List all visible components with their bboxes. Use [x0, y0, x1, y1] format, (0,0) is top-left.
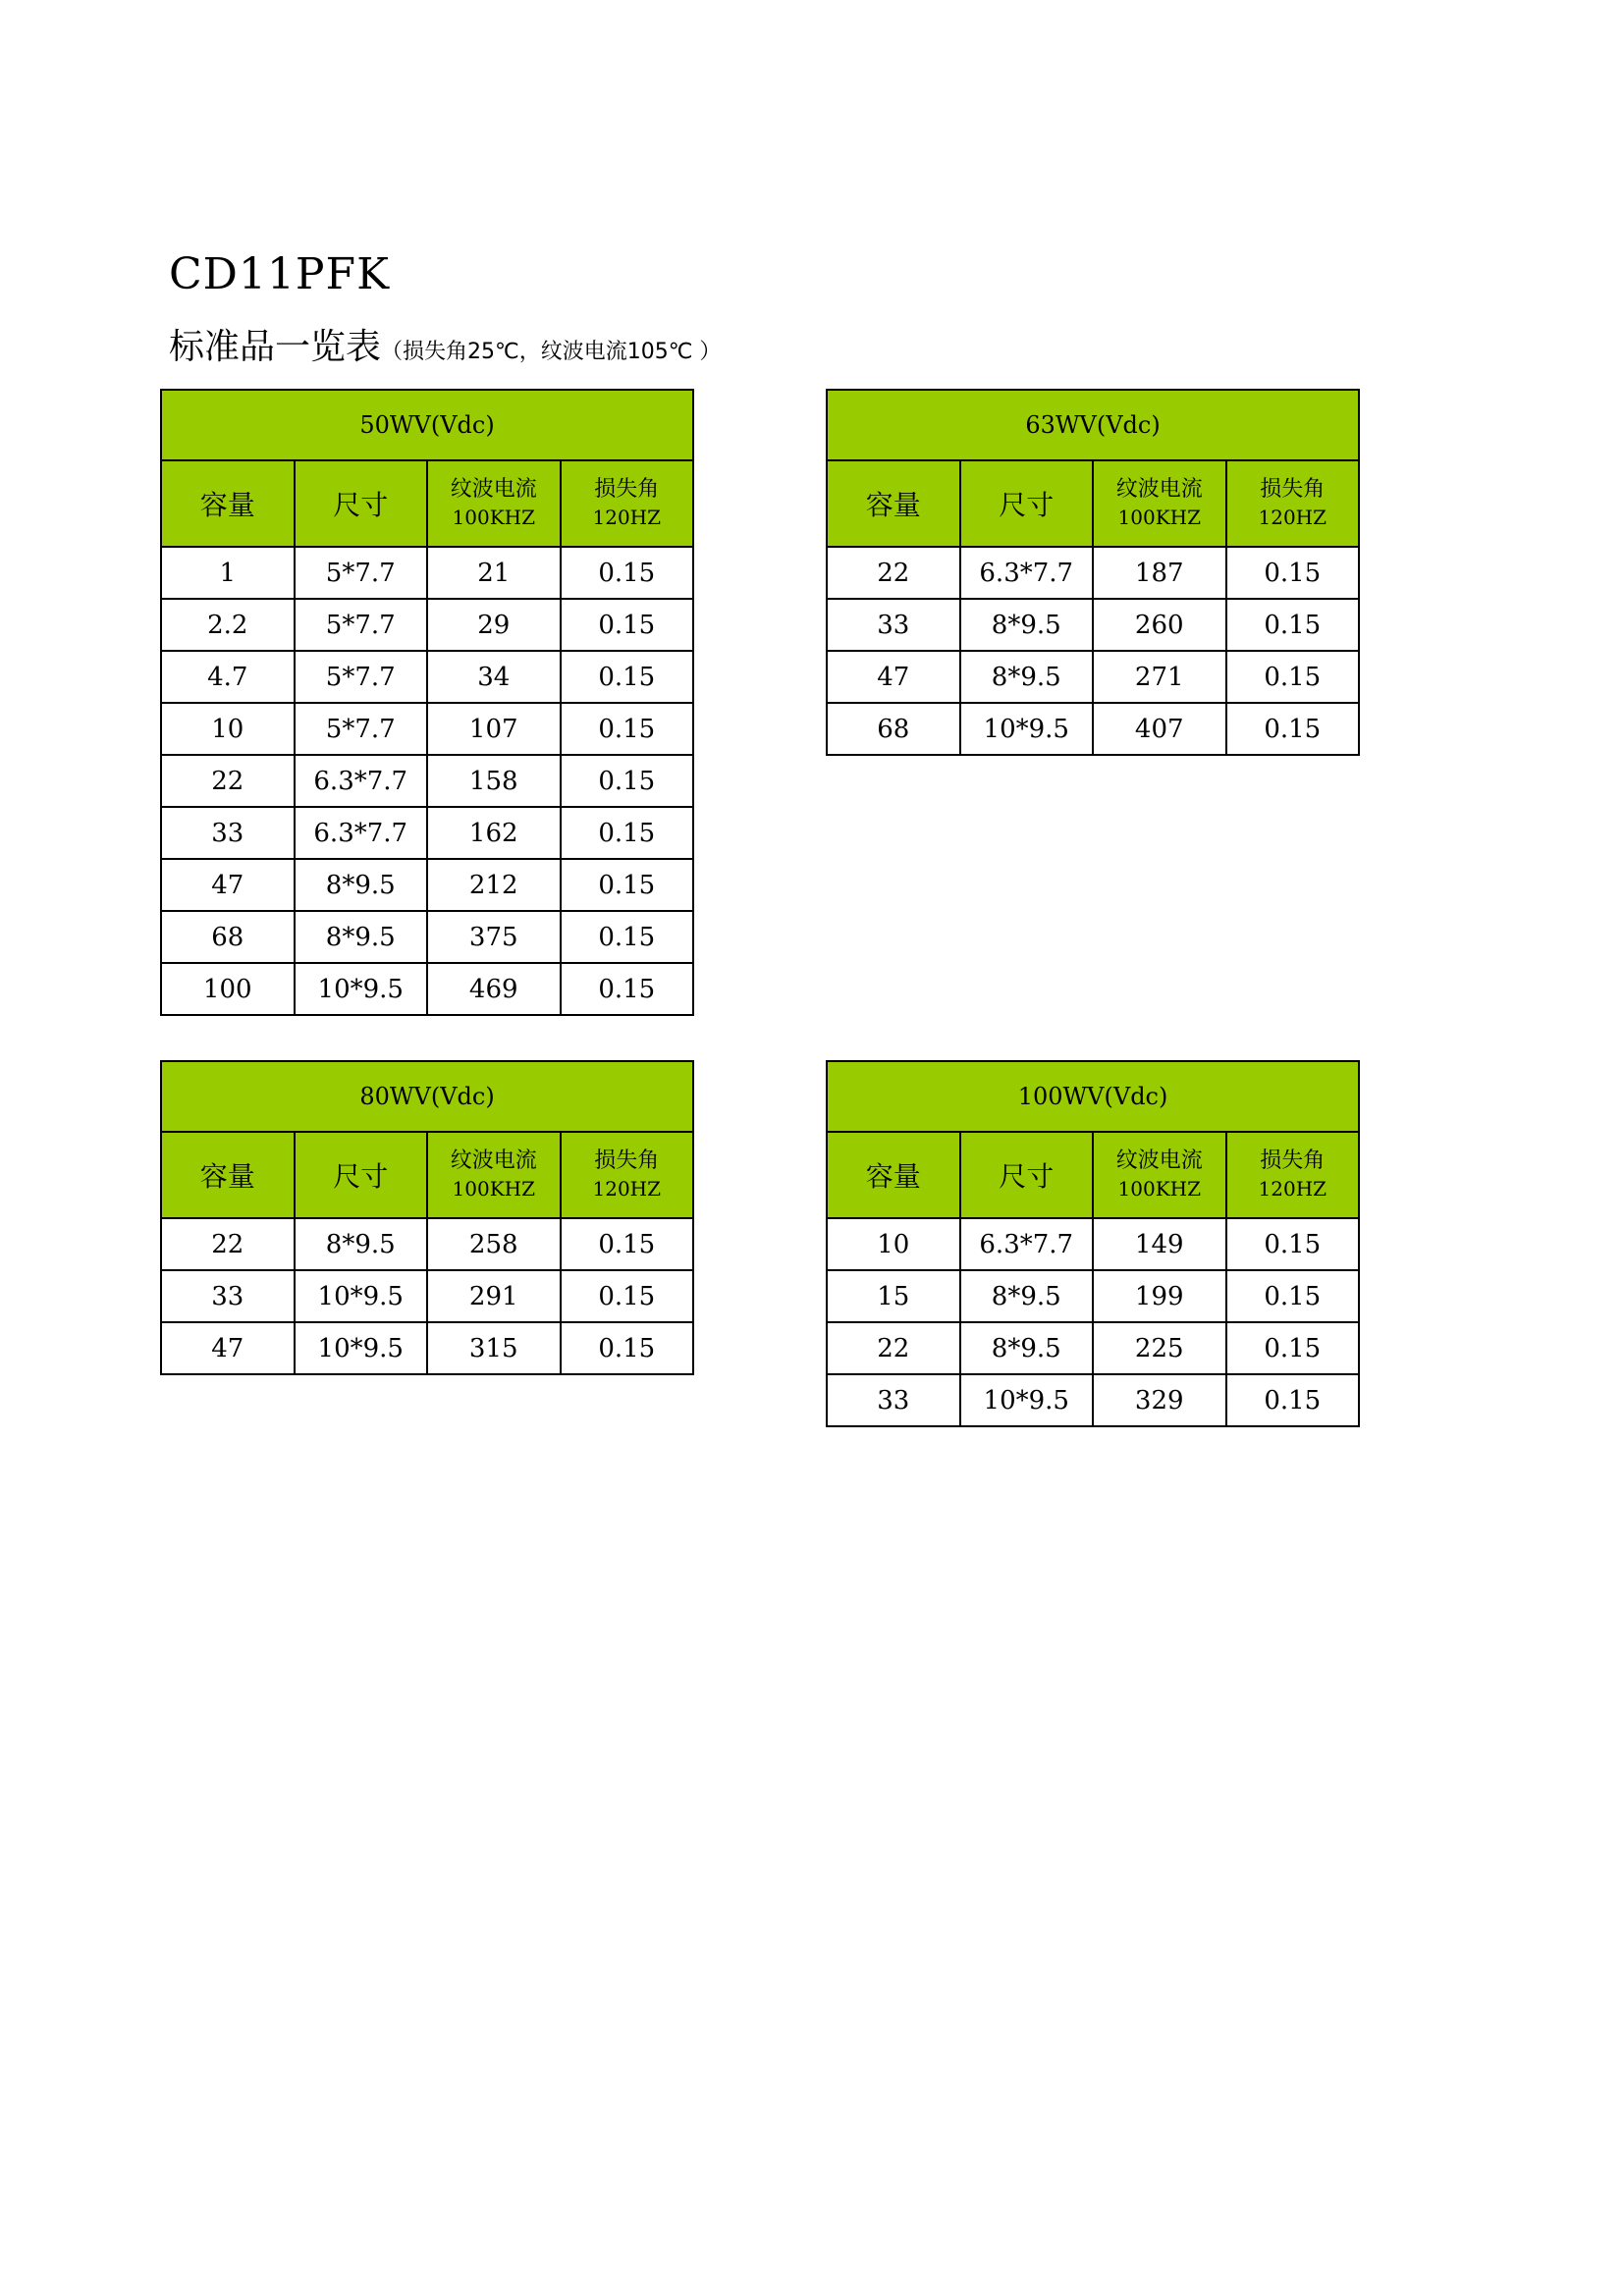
cell-ripple: 271	[1093, 651, 1226, 703]
cell-loss: 0.15	[561, 1322, 694, 1374]
ripple-unit: 100KHZ	[452, 506, 535, 529]
table-row	[161, 859, 693, 911]
page-subtitle	[169, 324, 721, 376]
cell-size: 10*9.5	[295, 1270, 428, 1322]
cell-ripple: 225	[1093, 1322, 1226, 1374]
cell-ripple: 375	[427, 911, 561, 963]
ripple-label: 纹波电流	[1115, 1148, 1203, 1173]
cell-ripple: 21	[427, 547, 561, 599]
subtitle-note: （损失角25℃，纹波电流105℃ ）	[381, 340, 722, 364]
cell-loss: 0.15	[1226, 651, 1360, 703]
cell-loss: 0.15	[561, 755, 694, 807]
column-header-capacity: 容量	[161, 460, 295, 547]
cell-capacity: 100	[161, 963, 295, 1015]
column-header-ripple	[427, 460, 561, 547]
cell-loss: 0.15	[561, 859, 694, 911]
cell-ripple: 469	[427, 963, 561, 1015]
cell-loss: 0.15	[561, 807, 694, 859]
cell-size: 8*9.5	[295, 911, 428, 963]
cell-loss: 0.15	[561, 1218, 694, 1270]
cell-ripple: 258	[427, 1218, 561, 1270]
table-row	[827, 1218, 1359, 1270]
cell-capacity: 15	[827, 1270, 960, 1322]
table-row	[161, 651, 693, 703]
cell-size: 5*7.7	[295, 703, 428, 755]
cell-size: 6.3*7.7	[295, 755, 428, 807]
table-row	[161, 807, 693, 859]
column-header-size: 尺寸	[960, 460, 1094, 547]
table-row	[161, 963, 693, 1015]
table-row	[161, 1322, 693, 1374]
cell-capacity: 33	[161, 807, 295, 859]
column-header-capacity: 容量	[827, 460, 960, 547]
spec-table-100wv	[826, 1060, 1360, 1427]
cell-capacity: 68	[827, 703, 960, 755]
cell-ripple: 107	[427, 703, 561, 755]
cell-loss: 0.15	[1226, 1218, 1360, 1270]
voltage-header: 80WV(Vdc)	[161, 1061, 693, 1132]
cell-ripple: 158	[427, 755, 561, 807]
column-header-capacity: 容量	[161, 1132, 295, 1218]
cell-loss: 0.15	[561, 911, 694, 963]
cell-capacity: 33	[161, 1270, 295, 1322]
cell-size: 6.3*7.7	[960, 1218, 1094, 1270]
cell-size: 10*9.5	[295, 1322, 428, 1374]
page-title: CD11PFK	[169, 249, 390, 299]
column-header-size: 尺寸	[295, 1132, 428, 1218]
table-row	[827, 1322, 1359, 1374]
voltage-header: 63WV(Vdc)	[827, 390, 1359, 460]
cell-ripple: 315	[427, 1322, 561, 1374]
cell-capacity: 47	[827, 651, 960, 703]
cell-loss: 0.15	[1226, 1374, 1360, 1426]
spec-table-63wv	[826, 389, 1360, 756]
loss-label: 损失角	[594, 477, 660, 502]
table-row	[827, 1270, 1359, 1322]
table-row	[827, 547, 1359, 599]
cell-size: 6.3*7.7	[960, 547, 1094, 599]
cell-loss: 0.15	[561, 547, 694, 599]
cell-size: 10*9.5	[960, 1374, 1094, 1426]
cell-ripple: 329	[1093, 1374, 1226, 1426]
cell-loss: 0.15	[1226, 547, 1360, 599]
cell-ripple: 34	[427, 651, 561, 703]
spec-table-50wv	[160, 389, 694, 1016]
cell-capacity: 10	[161, 703, 295, 755]
cell-capacity: 68	[161, 911, 295, 963]
column-header-loss	[1226, 1132, 1360, 1218]
cell-loss: 0.15	[561, 599, 694, 651]
table-row	[161, 599, 693, 651]
cell-capacity: 47	[161, 1322, 295, 1374]
table-row	[827, 703, 1359, 755]
table-row	[161, 1218, 693, 1270]
cell-size: 8*9.5	[960, 1270, 1094, 1322]
column-header-size: 尺寸	[295, 460, 428, 547]
table-body	[161, 547, 693, 1015]
cell-capacity: 22	[827, 1322, 960, 1374]
table-row	[827, 599, 1359, 651]
loss-unit: 120HZ	[1258, 506, 1327, 529]
cell-ripple: 212	[427, 859, 561, 911]
column-header-ripple	[1093, 460, 1226, 547]
cell-ripple: 199	[1093, 1270, 1226, 1322]
cell-size: 8*9.5	[960, 1322, 1094, 1374]
table-row	[161, 911, 693, 963]
cell-loss: 0.15	[561, 703, 694, 755]
table-body	[161, 1218, 693, 1374]
cell-ripple: 291	[427, 1270, 561, 1322]
loss-label: 损失角	[1260, 477, 1326, 502]
table-row	[161, 703, 693, 755]
cell-capacity: 22	[161, 755, 295, 807]
column-header-loss	[561, 1132, 694, 1218]
voltage-header: 50WV(Vdc)	[161, 390, 693, 460]
cell-loss: 0.15	[1226, 1322, 1360, 1374]
loss-label: 损失角	[1260, 1148, 1326, 1173]
cell-size: 5*7.7	[295, 599, 428, 651]
loss-unit: 120HZ	[1258, 1177, 1327, 1201]
column-header-ripple	[1093, 1132, 1226, 1218]
cell-ripple: 162	[427, 807, 561, 859]
loss-label: 损失角	[594, 1148, 660, 1173]
cell-loss: 0.15	[561, 651, 694, 703]
cell-size: 6.3*7.7	[295, 807, 428, 859]
cell-size: 8*9.5	[295, 859, 428, 911]
ripple-label: 纹波电流	[450, 477, 537, 502]
cell-loss: 0.15	[561, 1270, 694, 1322]
table-row	[161, 755, 693, 807]
cell-ripple: 260	[1093, 599, 1226, 651]
table-row	[827, 651, 1359, 703]
column-header-size: 尺寸	[960, 1132, 1094, 1218]
column-header-capacity: 容量	[827, 1132, 960, 1218]
table-row	[161, 547, 693, 599]
cell-capacity: 33	[827, 599, 960, 651]
cell-capacity: 10	[827, 1218, 960, 1270]
cell-capacity: 1	[161, 547, 295, 599]
cell-ripple: 29	[427, 599, 561, 651]
cell-loss: 0.15	[1226, 1270, 1360, 1322]
cell-capacity: 22	[161, 1218, 295, 1270]
column-header-loss	[561, 460, 694, 547]
cell-size: 10*9.5	[960, 703, 1094, 755]
cell-capacity: 4.7	[161, 651, 295, 703]
cell-size: 5*7.7	[295, 547, 428, 599]
column-header-loss	[1226, 460, 1360, 547]
cell-loss: 0.15	[561, 963, 694, 1015]
loss-unit: 120HZ	[592, 506, 662, 529]
ripple-unit: 100KHZ	[1117, 506, 1201, 529]
cell-capacity: 33	[827, 1374, 960, 1426]
cell-size: 10*9.5	[295, 963, 428, 1015]
cell-size: 8*9.5	[960, 599, 1094, 651]
table-row	[827, 1374, 1359, 1426]
table-body	[827, 547, 1359, 755]
cell-capacity: 2.2	[161, 599, 295, 651]
cell-ripple: 149	[1093, 1218, 1226, 1270]
cell-size: 8*9.5	[295, 1218, 428, 1270]
cell-loss: 0.15	[1226, 599, 1360, 651]
ripple-unit: 100KHZ	[1117, 1177, 1201, 1201]
column-header-ripple	[427, 1132, 561, 1218]
cell-capacity: 47	[161, 859, 295, 911]
spec-table-80wv	[160, 1060, 694, 1375]
cell-loss: 0.15	[1226, 703, 1360, 755]
ripple-unit: 100KHZ	[452, 1177, 535, 1201]
table-row	[161, 1270, 693, 1322]
table-body	[827, 1218, 1359, 1426]
subtitle-main: 标准品一览表	[169, 327, 382, 367]
cell-capacity: 22	[827, 547, 960, 599]
ripple-label: 纹波电流	[1115, 477, 1203, 502]
loss-unit: 120HZ	[592, 1177, 662, 1201]
cell-ripple: 407	[1093, 703, 1226, 755]
voltage-header: 100WV(Vdc)	[827, 1061, 1359, 1132]
cell-size: 8*9.5	[960, 651, 1094, 703]
cell-size: 5*7.7	[295, 651, 428, 703]
cell-ripple: 187	[1093, 547, 1226, 599]
ripple-label: 纹波电流	[450, 1148, 537, 1173]
